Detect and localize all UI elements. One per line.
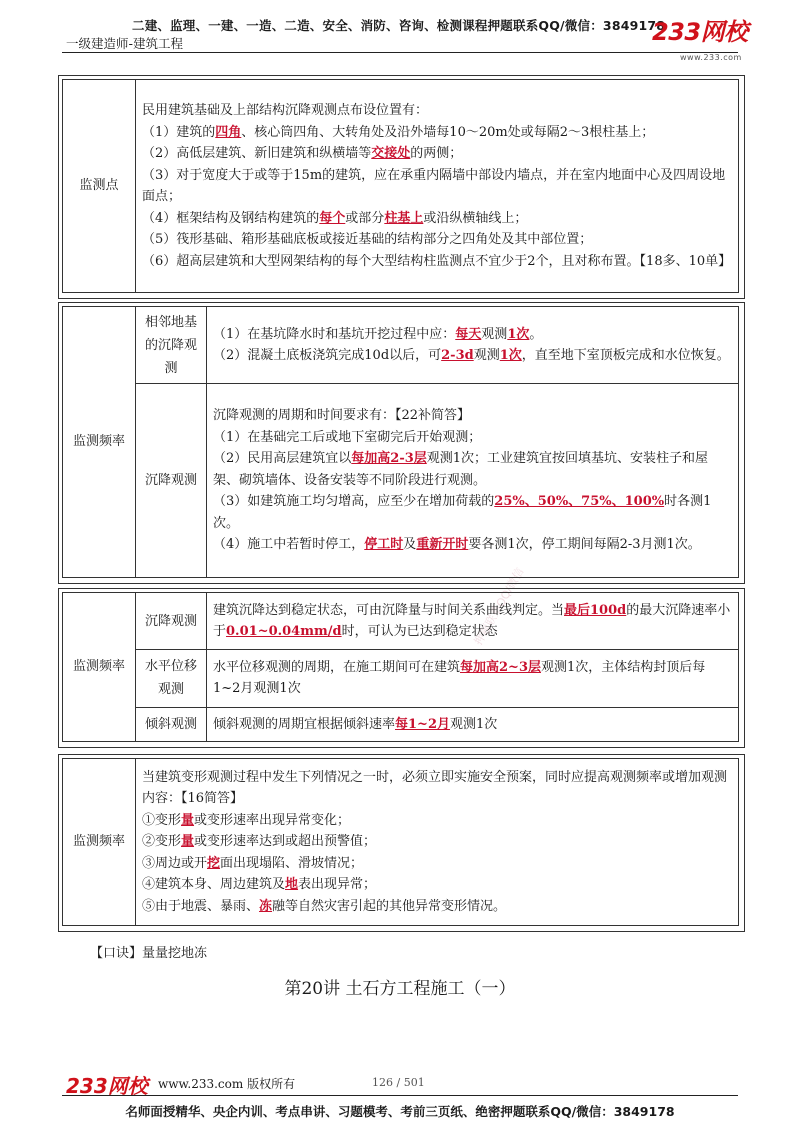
footer-logo: 233网校 [66, 1074, 148, 1098]
mnemonic-note: 【口诀】量量挖地冻 [90, 946, 208, 961]
settlement-frequency-table [62, 306, 739, 578]
header-divider [62, 52, 738, 53]
sublabel-settlement-2: 沉降观测 [136, 593, 207, 650]
lecture-title: 第20讲 土石方工程施工（一） [284, 979, 516, 999]
brand-logo-url: www.233.com [680, 53, 742, 62]
sublabel-adjacent-settlement: 相邻地基的沉降观测 [136, 307, 207, 384]
sublabel-settlement: 沉降观测 [136, 384, 207, 578]
monitoring-points-table [62, 79, 739, 293]
footer-promo: 名师面授精华、央企内训、考点串讲、习题模考、考前三页纸、绝密押题联系QQ/微信：3849178 [125, 1104, 675, 1119]
header-courses: 二建、监理、一建、一造、二造、安全、消防、咨询、检测课程押题联系QQ/微信：3849178 [132, 18, 666, 33]
horizontal-displacement-content: 水平位移观测的周期，在施工期间可在建筑每加高2~3层观测1次，主体结构封顶后每1~2月观测1次 [207, 650, 739, 707]
abnormal-conditions-table [62, 758, 739, 926]
inclination-content: 倾斜观测的周期宜根据倾斜速率每1~2月观测1次 [207, 707, 739, 741]
sublabel-horizontal-displacement: 水平位移观测 [136, 650, 207, 707]
sublabel-inclination: 倾斜观测 [136, 707, 207, 741]
watermark: 押题联系QQ/微信 [471, 565, 527, 648]
row-label-frequency: 监测频率 [63, 307, 136, 578]
adjacent-settlement-content: （1）在基坑降水时和基坑开挖过程中应：每天观测1次。 （2）混凝土底板浇筑完成10d以后，可2-3d观测1次，直至地下室顶板完成和水位恢复。 [207, 307, 739, 384]
abnormal-conditions-content: 当建筑变形观测过程中发生下列情况之一时，必须立即实施安全预案，同时应提高观测频率或增加观测内容：【16简答】 ①变形量或变形速率出现异常变化； ②变形量或变形速率达到或超出预警值； ③周边或开挖面出现塌陷、滑坡情况； ④建筑本身、周边建筑及地表出现异常； ⑤由于地震、暴雨、冻融等自然灾害引起的其他异常变形情况。 [136, 759, 739, 926]
row-label-monitoring-points: 监测点 [63, 80, 136, 293]
row-label-frequency-2: 监测频率 [63, 593, 136, 742]
page-number: 126 / 501 [372, 1076, 425, 1089]
footer-site: www.233.com 版权所有 [158, 1077, 296, 1091]
settlement-stable-content: 建筑沉降达到稳定状态，可由沉降量与时间关系曲线判定。当最后100d的最大沉降速率小于0.01~0.04mm/d时，可认为已达到稳定状态 [207, 593, 739, 650]
footer-divider [62, 1095, 738, 1096]
header-subtitle: 一级建造师-建筑工程 [66, 36, 184, 51]
settlement-content: 沉降观测的周期和时间要求有：【22补简答】 （1）在基础完工后或地下室砌完后开始观测； （2）民用高层建筑宜以每加高2-3层观测1次；工业建筑宜按回填基坑、安装柱子和屋架、砌筑墙体、设备安装等不同阶段进行观测。 （3）如建筑施工均匀增高，应至少在增加荷载的25%、50%、75%、100%时各测1次。 （4）施工中若暂时停工，停工时及重新开时要各测1次，停工期间每隔2-3月测1次。 [207, 384, 739, 578]
monitoring-points-content: 民用建筑基础及上部结构沉降观测点布设位置有： （1）建筑的四角、核心筒四角、大转角处及沿外墙每10～20m处或每隔2～3根柱基上； （2）高低层建筑、新旧建筑和纵横墙等交接处的两侧； （3）对于宽度大于或等于15m的建筑，应在承重内隔墙中部设内墙点，并在室内地面中心及四周设地面点； （4）框架结构及钢结构建筑的每个或部分柱基上或沿纵横轴线上； （5）筏形基础、箱形基础底板或接近基础的结构部分之四角处及其中部位置； （6）超高层建筑和大型网架结构的每个大型结构柱监测点不宜少于2个，且对称布置。【18多、10单】 [136, 80, 739, 293]
brand-logo: 233网校 www.233.com [652, 20, 748, 44]
observation-period-table [62, 592, 739, 742]
row-label-frequency-3: 监测频率 [63, 759, 136, 926]
